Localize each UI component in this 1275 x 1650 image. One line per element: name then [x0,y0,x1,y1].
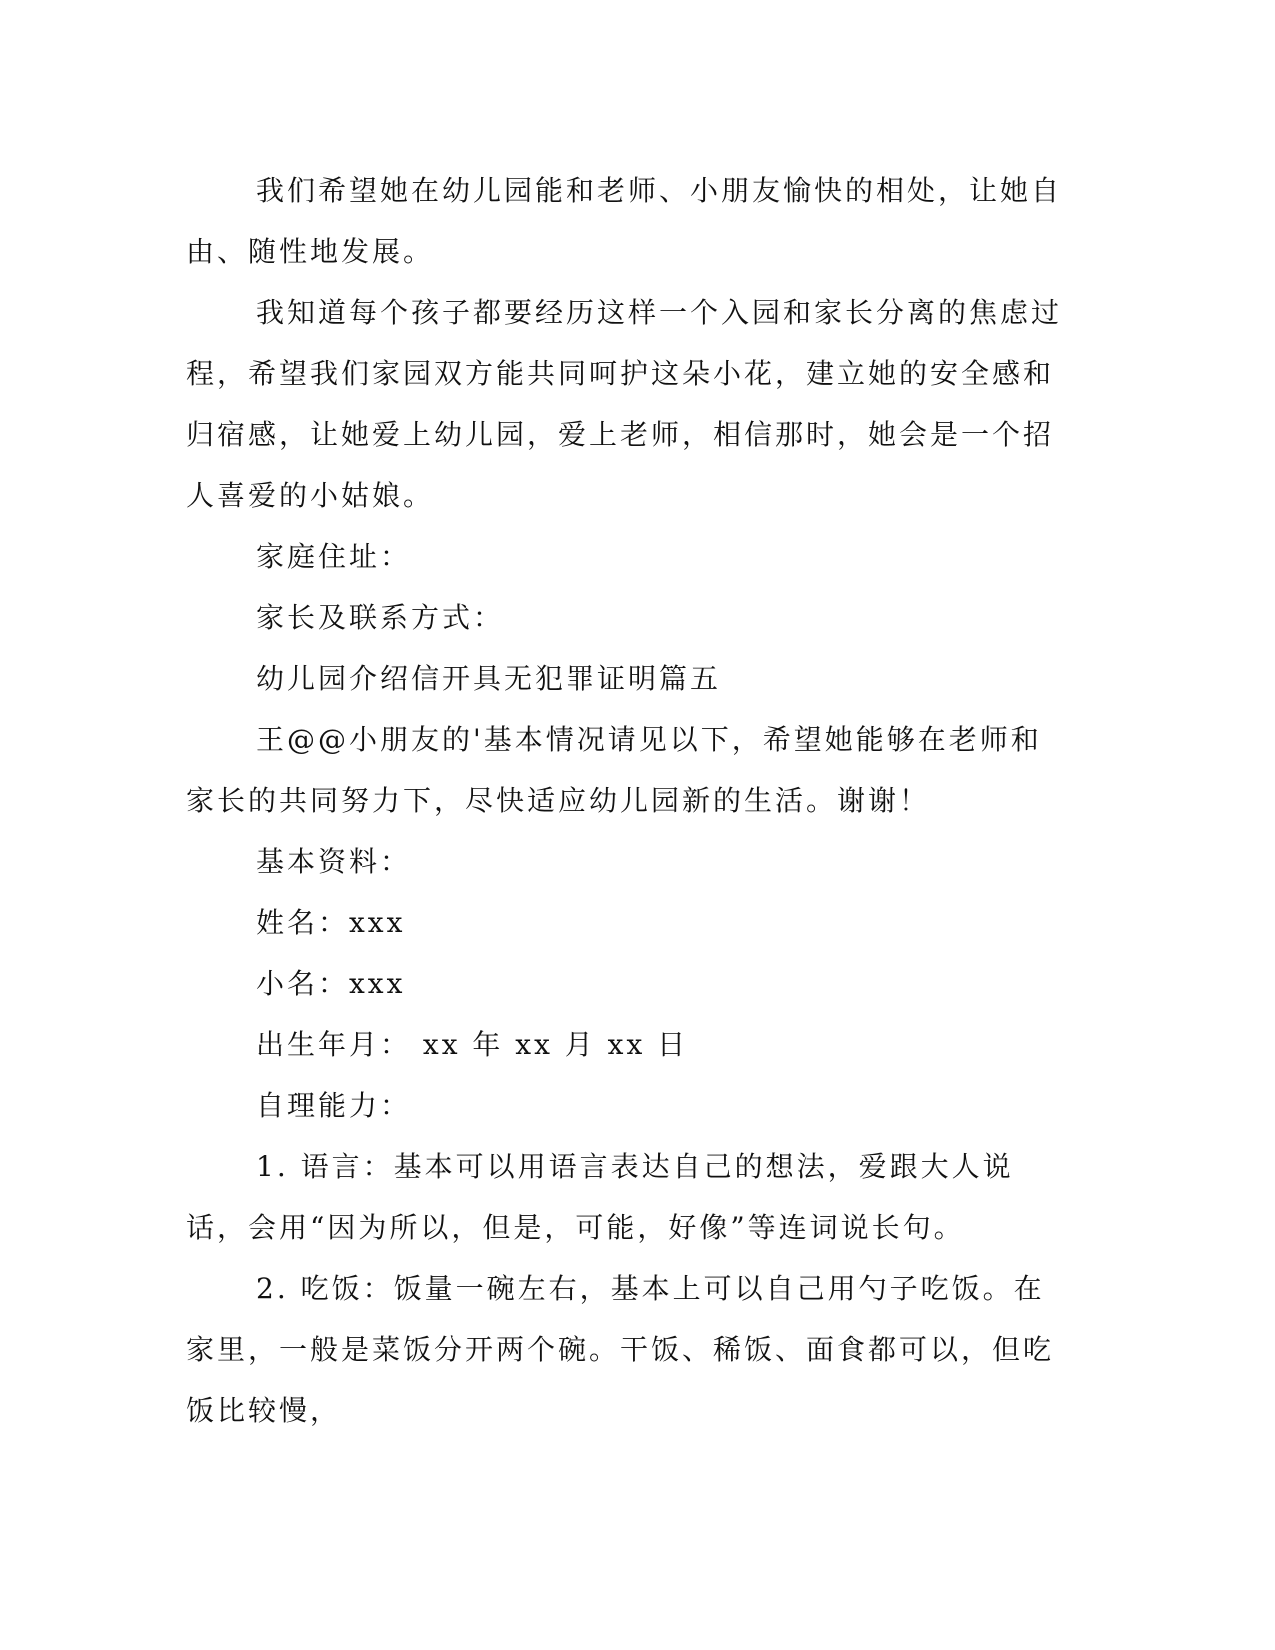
paragraph-eating: 2. 吃饭：饭量一碗左右，基本上可以自己用勺子吃饭。在家里，一般是菜饭分开两个碗。干饭、稀饭、面食都可以，但吃饭比较慢， [186,1272,1055,1427]
paragraph-nickname: 小名：xxx [256,967,406,1000]
paragraph-name: 姓名：xxx [256,906,406,939]
paragraph-language: 1. 语言：基本可以用语言表达自己的想法，爱跟大人说话，会用“因为所以，但是，可能，好像”等连词说长句。 [186,1150,1014,1244]
paragraph-parent-contact: 家长及联系方式： [256,601,505,634]
section-heading: 幼儿园介绍信开具无犯罪证明篇五 [256,662,722,695]
paragraph-basic-info-label: 基本资料： [256,845,412,878]
paragraph-hope: 我们希望她在幼儿园能和老师、小朋友愉快的相处，让她自由、随性地发展。 [186,174,1063,268]
paragraph-separation-anxiety: 我知道每个孩子都要经历这样一个入园和家长分离的焦虑过程，希望我们家园双方能共同呵护这朵小花，建立她的安全感和归宿感，让她爱上幼儿园，爱上老师，相信那时，她会是一个招人喜爱的小姑娘。 [186,296,1063,512]
document-body [186,160,1066,1441]
paragraph-self-care-label: 自理能力： [256,1089,412,1122]
paragraph-home-address: 家庭住址： [256,540,412,573]
paragraph-intro: 王@@小朋友的'基本情况请见以下，希望她能够在老师和家长的共同努力下，尽快适应幼儿园新的生活。谢谢！ [186,723,1042,817]
paragraph-birthdate: 出生年月： xx 年 xx 月 xx 日 [256,1028,689,1061]
